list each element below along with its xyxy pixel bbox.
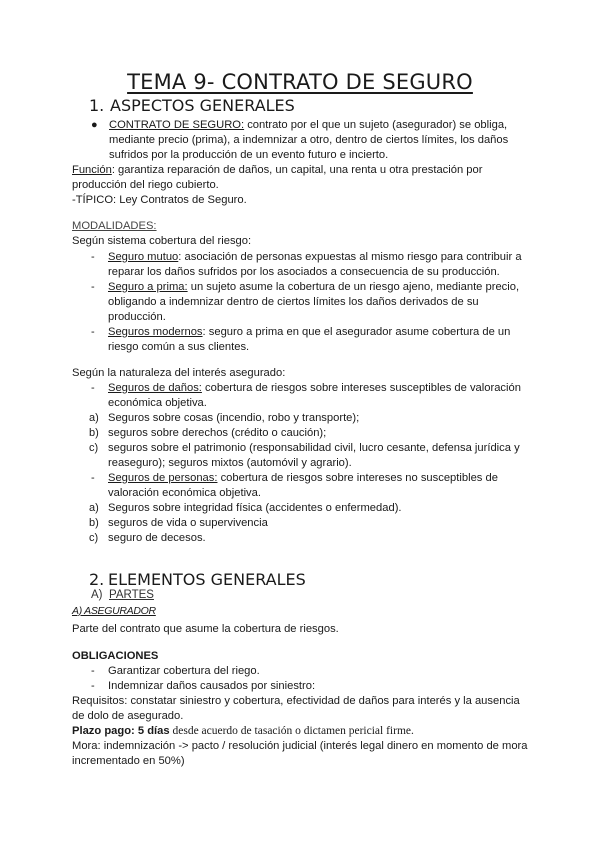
asegurador-label: A) ASEGURADOR — [72, 605, 156, 617]
section-number: 1. — [89, 96, 105, 115]
list-line — [108, 325, 510, 340]
list-item: seguro de decesos. — [108, 532, 206, 544]
list-line: económica objetiva. — [108, 397, 207, 409]
section-heading: ASPECTOS GENERALES — [110, 96, 295, 115]
list-item: reaseguro); seguros mixtos (automóvil y agrario). — [108, 457, 352, 469]
term: Seguros de personas: — [108, 472, 218, 484]
dash-icon: - — [91, 472, 95, 484]
bullet-line: mediante precio (prima), a indemnizar a otro, dentro de ciertos límites, los daños — [109, 134, 509, 146]
list-item: Seguros sobre cosas (incendio, robo y transporte); — [108, 412, 360, 424]
text: cobertura de riesgos sobre intereses no susceptibles de — [217, 472, 498, 484]
section-heading: ELEMENTOS GENERALES — [108, 570, 306, 589]
plazo-line — [72, 724, 414, 739]
list-item: seguros sobre el patrimonio (responsabilidad civil, lucro cesante, defensa jurídica y — [108, 442, 520, 454]
bullet-line — [109, 118, 507, 133]
text: : garantiza reparación de daños, un capital, una renta u otra prestación por — [111, 164, 483, 176]
list-item: Seguros sobre integridad física (accidentes o enfermedad). — [108, 502, 402, 514]
list-line: obligando a indemnizar dentro de ciertos límites los daños derivados de su — [108, 296, 479, 308]
item-mark: b) — [89, 427, 99, 439]
tipico-line: -TÍPICO: Ley Contratos de Seguro. — [72, 194, 247, 206]
term: Seguro mutuo — [108, 251, 179, 263]
section-number: 2. — [89, 570, 105, 589]
item-mark: c) — [89, 442, 99, 454]
item-mark: b) — [89, 517, 99, 529]
list-line — [108, 471, 498, 486]
funcion-line: producción del riego cubierto. — [72, 179, 219, 191]
bullet-line: sufridos por la producción de un evento futuro e incierto. — [109, 149, 389, 161]
naturaleza-intro: Según la naturaleza del interés asegurado: — [72, 367, 286, 379]
text: cobertura de riesgos sobre intereses susceptibles de valoración — [201, 382, 521, 394]
obligaciones-heading: OBLIGACIONES — [72, 650, 159, 662]
page-title: TEMA 9- CONTRATO DE SEGURO — [127, 70, 473, 94]
term: Seguros de daños: — [108, 382, 202, 394]
list-item: seguros de vida o supervivencia — [108, 517, 268, 529]
requisitos-line: Requisitos: constatar siniestro y cobertura, efectividad de daños para interés y la ausencia — [72, 695, 520, 707]
term: Seguros modernos — [108, 326, 203, 338]
modalidades-heading: MODALIDADES: — [72, 220, 157, 232]
term: Función — [72, 164, 112, 176]
dash-icon: - — [91, 326, 95, 338]
term: Seguro a prima: — [108, 281, 188, 293]
requisitos-line: de dolo de asegurado. — [72, 710, 184, 722]
dash-icon: - — [91, 251, 95, 263]
plazo-text: desde acuerdo de tasación o dictamen pericial firme. — [169, 725, 414, 737]
list-line: valoración económica objetiva. — [108, 487, 261, 499]
list-line: producción. — [108, 311, 166, 323]
list-line: riesgo común a sus clientes. — [108, 341, 250, 353]
list-line — [108, 280, 519, 295]
item-mark: c) — [89, 532, 99, 544]
sistema-intro: Según sistema cobertura del riesgo: — [72, 235, 252, 247]
asegurador-desc: Parte del contrato que asume la cobertura de riesgos. — [72, 623, 339, 635]
dash-icon: - — [91, 680, 95, 692]
list-item: seguros sobre derechos (crédito o caución); — [108, 427, 327, 439]
subsection-mark: A) — [91, 589, 103, 601]
list-item: Garantizar cobertura del riego. — [108, 665, 260, 677]
term: CONTRATO DE SEGURO: — [109, 119, 245, 131]
item-mark: a) — [89, 412, 99, 424]
list-line: reparar los daños sufridos por los asociados a consecuencia de su producción. — [108, 266, 500, 278]
mora-line: incrementado en 50%) — [72, 755, 185, 767]
text: un sujeto asume la cobertura de un riesgo ajeno, mediante precio, — [187, 281, 520, 293]
item-mark: a) — [89, 502, 99, 514]
funcion-line — [72, 163, 482, 178]
text: : asociación de personas expuestas al mismo riesgo para contribuir a — [178, 251, 522, 263]
text: contrato por el que un sujeto (asegurador) se obliga, — [244, 119, 508, 131]
dash-icon: - — [91, 281, 95, 293]
list-line — [108, 250, 522, 265]
dash-icon: - — [91, 665, 95, 677]
text: : seguro a prima en que el asegurador asume cobertura de un — [202, 326, 511, 338]
dash-icon: - — [91, 382, 95, 394]
bullet-icon: ● — [91, 119, 98, 131]
list-line — [108, 381, 521, 396]
mora-line: Mora: indemnización -> pacto / resolución judicial (interés legal dinero en momento de mora — [72, 740, 528, 752]
subsection-heading: PARTES — [109, 589, 154, 601]
plazo-label: Plazo pago: 5 días — [72, 725, 170, 737]
list-item: Indemnizar daños causados por siniestro: — [108, 680, 316, 692]
